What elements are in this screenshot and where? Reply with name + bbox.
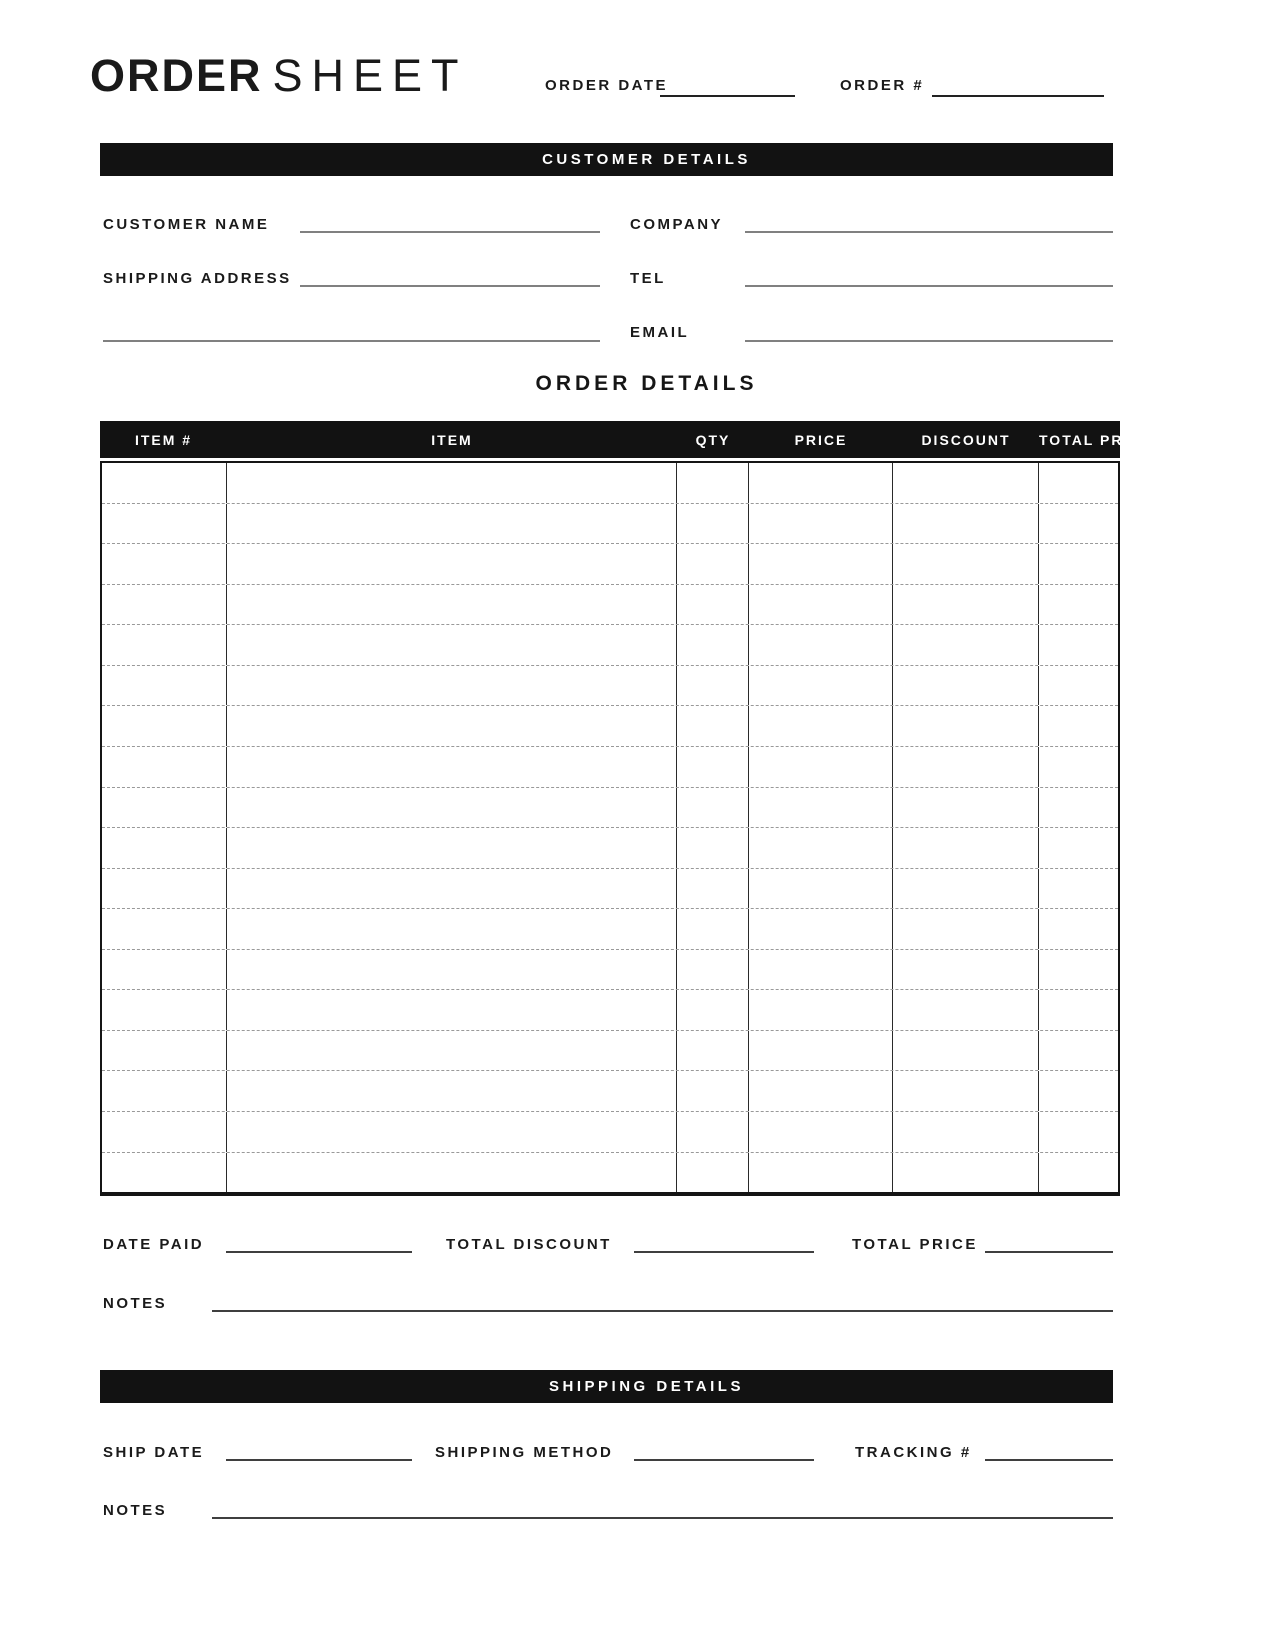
shipping-details-title: SHIPPING DETAILS [549, 1378, 744, 1395]
table-cell[interactable] [749, 1071, 893, 1111]
table-row [102, 463, 1118, 504]
table-cell[interactable] [749, 1112, 893, 1152]
table-cell[interactable] [893, 625, 1039, 665]
table-cell[interactable] [677, 950, 749, 990]
table-cell[interactable] [749, 909, 893, 949]
tracking-number-input-line[interactable] [985, 1459, 1113, 1461]
table-cell[interactable] [227, 1153, 677, 1193]
table-row [102, 585, 1118, 626]
table-cell[interactable] [1039, 828, 1118, 868]
table-cell[interactable] [749, 504, 893, 544]
table-cell[interactable] [677, 1112, 749, 1152]
table-row [102, 504, 1118, 545]
table-cell[interactable] [749, 747, 893, 787]
table-cell[interactable] [227, 747, 677, 787]
table-cell[interactable] [102, 788, 227, 828]
tracking-number-label: TRACKING # [855, 1444, 972, 1461]
table-cell[interactable] [749, 463, 893, 503]
table-cell[interactable] [677, 747, 749, 787]
table-cell[interactable] [102, 828, 227, 868]
order-details-heading: ORDER DETAILS [535, 372, 758, 395]
table-cell[interactable] [677, 585, 749, 625]
shipping-method-input-line[interactable] [634, 1459, 814, 1461]
table-cell[interactable] [893, 1153, 1039, 1193]
date-paid-input-line[interactable] [226, 1251, 412, 1253]
column-header-price: PRICE [794, 431, 848, 448]
table-cell[interactable] [1039, 1112, 1118, 1152]
order-items-body [100, 461, 1120, 1196]
table-cell[interactable] [102, 950, 227, 990]
table-cell[interactable] [893, 950, 1039, 990]
table-cell[interactable] [102, 1031, 227, 1071]
table-cell[interactable] [227, 625, 677, 665]
table-cell[interactable] [102, 1153, 227, 1193]
total-discount-input-line[interactable] [634, 1251, 814, 1253]
order-number-input-line[interactable] [932, 95, 1104, 97]
tel-input-line[interactable] [745, 285, 1113, 287]
table-cell[interactable] [102, 1071, 227, 1111]
table-cell[interactable] [893, 1112, 1039, 1152]
table-cell[interactable] [102, 706, 227, 746]
table-cell[interactable] [749, 585, 893, 625]
table-cell[interactable] [677, 990, 749, 1030]
table-row [102, 666, 1118, 707]
table-cell[interactable] [749, 666, 893, 706]
shipping-method-label: SHIPPING METHOD [435, 1444, 614, 1461]
table-cell[interactable] [893, 706, 1039, 746]
table-cell[interactable] [102, 504, 227, 544]
table-cell[interactable] [1039, 463, 1118, 503]
table-cell[interactable] [1039, 747, 1118, 787]
column-header-item-number: ITEM # [134, 431, 193, 448]
table-row [102, 1031, 1118, 1072]
table-cell[interactable] [1039, 990, 1118, 1030]
table-cell[interactable] [102, 463, 227, 503]
column-header-total-price: TOTAL PRICE [1039, 431, 1153, 448]
page-title [90, 50, 468, 102]
shipping-notes-label: NOTES [103, 1502, 168, 1519]
total-price-label: TOTAL PRICE [852, 1236, 978, 1253]
table-cell[interactable] [677, 869, 749, 909]
table-cell[interactable] [1039, 950, 1118, 990]
table-cell[interactable] [1039, 1071, 1118, 1111]
table-cell[interactable] [893, 990, 1039, 1030]
total-price-input-line[interactable] [985, 1251, 1113, 1253]
table-cell[interactable] [102, 625, 227, 665]
table-cell[interactable] [227, 1031, 677, 1071]
table-cell[interactable] [677, 544, 749, 584]
table-cell[interactable] [227, 1071, 677, 1111]
table-row [102, 1153, 1118, 1193]
table-cell[interactable] [1039, 869, 1118, 909]
table-cell[interactable] [1039, 666, 1118, 706]
date-paid-label: DATE PAID [103, 1236, 205, 1253]
shipping-details-bar [100, 1370, 1113, 1403]
table-cell[interactable] [1039, 585, 1118, 625]
table-cell[interactable] [1039, 1031, 1118, 1071]
table-row [102, 869, 1118, 910]
table-cell[interactable] [893, 1071, 1039, 1111]
company-input-line[interactable] [745, 231, 1113, 233]
table-cell[interactable] [227, 788, 677, 828]
table-cell[interactable] [1039, 909, 1118, 949]
customer-details-title: CUSTOMER DETAILS [542, 151, 751, 168]
table-cell[interactable] [749, 625, 893, 665]
column-header-item: ITEM [431, 431, 473, 448]
table-cell[interactable] [102, 1112, 227, 1152]
table-cell[interactable] [1039, 544, 1118, 584]
table-row [102, 706, 1118, 747]
table-cell[interactable] [227, 1112, 677, 1152]
table-cell[interactable] [893, 504, 1039, 544]
table-cell[interactable] [749, 869, 893, 909]
table-cell[interactable] [227, 950, 677, 990]
table-cell[interactable] [102, 990, 227, 1030]
table-cell[interactable] [749, 544, 893, 584]
table-cell[interactable] [677, 666, 749, 706]
table-cell[interactable] [677, 463, 749, 503]
table-cell[interactable] [893, 585, 1039, 625]
table-row [102, 990, 1118, 1031]
total-discount-label: TOTAL DISCOUNT [446, 1236, 612, 1253]
table-cell[interactable] [677, 788, 749, 828]
table-cell[interactable] [227, 463, 677, 503]
table-cell[interactable] [749, 706, 893, 746]
order-notes-input-line[interactable] [212, 1310, 1113, 1312]
table-cell[interactable] [677, 1071, 749, 1111]
table-cell[interactable] [893, 788, 1039, 828]
table-cell[interactable] [102, 747, 227, 787]
table-cell[interactable] [749, 950, 893, 990]
table-cell[interactable] [893, 747, 1039, 787]
table-cell[interactable] [749, 1153, 893, 1193]
table-row [102, 544, 1118, 585]
email-input-line[interactable] [745, 340, 1113, 342]
table-cell[interactable] [749, 990, 893, 1030]
table-row [102, 950, 1118, 991]
table-cell[interactable] [677, 1153, 749, 1193]
email-label: EMAIL [630, 324, 690, 341]
customer-name-input-line[interactable] [300, 231, 600, 233]
table-cell[interactable] [893, 666, 1039, 706]
table-cell[interactable] [677, 504, 749, 544]
table-cell[interactable] [893, 1031, 1039, 1071]
table-cell[interactable] [893, 544, 1039, 584]
table-cell[interactable] [677, 1031, 749, 1071]
order-date-label: ORDER DATE [545, 77, 669, 94]
table-row [102, 788, 1118, 829]
table-cell[interactable] [677, 828, 749, 868]
table-cell[interactable] [893, 869, 1039, 909]
table-cell[interactable] [1039, 625, 1118, 665]
table-cell[interactable] [227, 666, 677, 706]
shipping-address-label: SHIPPING ADDRESS [103, 270, 292, 287]
table-cell[interactable] [227, 869, 677, 909]
table-cell[interactable] [1039, 706, 1118, 746]
table-row [102, 625, 1118, 666]
page-title-bold: ORDER [90, 50, 263, 101]
table-cell[interactable] [1039, 788, 1118, 828]
table-cell[interactable] [102, 909, 227, 949]
table-cell[interactable] [677, 706, 749, 746]
table-cell[interactable] [893, 909, 1039, 949]
table-cell[interactable] [749, 1031, 893, 1071]
table-cell[interactable] [1039, 504, 1118, 544]
table-row [102, 747, 1118, 788]
table-cell[interactable] [227, 909, 677, 949]
table-cell[interactable] [227, 585, 677, 625]
table-row [102, 1112, 1118, 1153]
ship-date-label: SHIP DATE [103, 1444, 205, 1461]
page-title-light: SHEET [272, 50, 468, 101]
table-cell[interactable] [102, 666, 227, 706]
shipping-address-input-line-2[interactable] [103, 340, 600, 342]
table-cell[interactable] [102, 544, 227, 584]
customer-details-bar [100, 143, 1113, 176]
order-notes-label: NOTES [103, 1295, 168, 1312]
ship-date-input-line[interactable] [226, 1459, 412, 1461]
table-cell[interactable] [227, 706, 677, 746]
table-cell[interactable] [227, 828, 677, 868]
shipping-notes-input-line[interactable] [212, 1517, 1113, 1519]
order-items-header-row [100, 421, 1153, 458]
table-cell[interactable] [102, 869, 227, 909]
company-label: COMPANY [630, 216, 724, 233]
order-date-input-line[interactable] [660, 95, 795, 97]
table-row [102, 909, 1118, 950]
table-cell[interactable] [102, 585, 227, 625]
table-cell[interactable] [227, 544, 677, 584]
table-cell[interactable] [227, 990, 677, 1030]
table-cell[interactable] [227, 504, 677, 544]
column-header-qty: QTY [695, 431, 731, 448]
table-row [102, 828, 1118, 869]
shipping-address-input-line[interactable] [300, 285, 600, 287]
tel-label: TEL [630, 270, 666, 287]
table-row [102, 1071, 1118, 1112]
table-cell[interactable] [749, 788, 893, 828]
table-cell[interactable] [677, 909, 749, 949]
column-header-discount: DISCOUNT [921, 431, 1011, 448]
customer-name-label: CUSTOMER NAME [103, 216, 270, 233]
order-number-label: ORDER # [840, 77, 925, 94]
table-cell[interactable] [893, 828, 1039, 868]
table-cell[interactable] [893, 463, 1039, 503]
table-cell[interactable] [749, 828, 893, 868]
table-cell[interactable] [1039, 1153, 1118, 1193]
table-cell[interactable] [677, 625, 749, 665]
